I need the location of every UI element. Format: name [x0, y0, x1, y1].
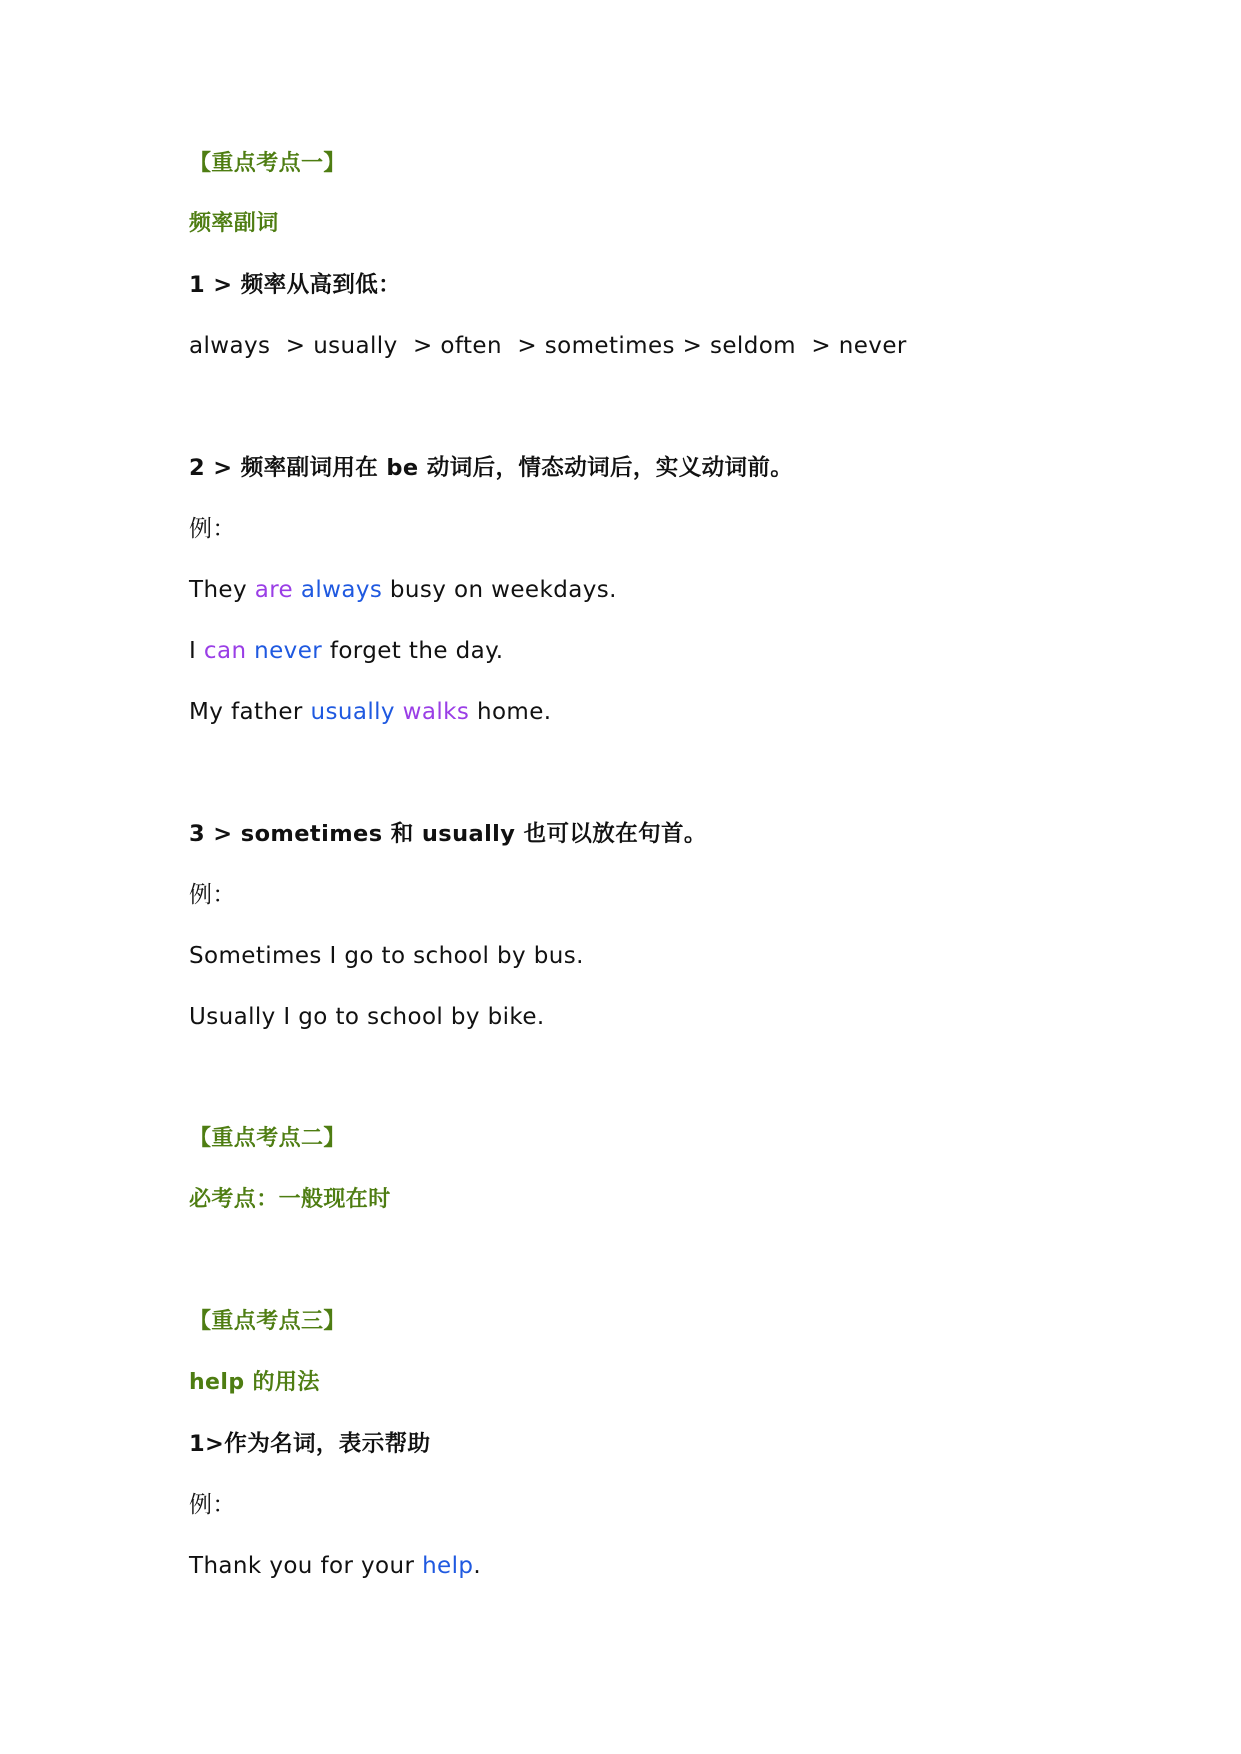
example-sentence-4: Sometimes I go to school by bus. — [189, 943, 584, 969]
example-sentence-5: Usually I go to school by bike. — [189, 1004, 545, 1030]
example-text: . — [473, 1553, 482, 1579]
example-sentence-2 — [189, 635, 504, 667]
section1-topic: 频率副词 — [189, 211, 279, 236]
section2-bracket-title: 【重点考点二】 — [189, 1126, 346, 1151]
highlight-verb: can — [203, 638, 247, 664]
example-sentence-1 — [189, 574, 617, 606]
example-sentence-6 — [189, 1550, 481, 1582]
section1-point3-heading: 3 > sometimes 和 usually 也可以放在句首。 — [189, 821, 707, 847]
highlight-adverb: always — [300, 577, 383, 603]
highlight-adverb: usually — [310, 699, 395, 725]
section1-point2-heading: 2 > 频率副词用在 be 动词后，情态动词后，实义动词前。 — [189, 455, 794, 481]
example-text: busy on weekdays. — [382, 577, 617, 603]
example-text — [246, 638, 254, 664]
section1-bracket-title: 【重点考点一】 — [189, 151, 346, 176]
section3-bracket-title: 【重点考点三】 — [189, 1309, 346, 1334]
example-text: home. — [469, 699, 552, 725]
highlight-verb: are — [254, 577, 294, 603]
section2-topic: 必考点：一般现在时 — [189, 1187, 391, 1212]
highlight-verb: walks — [402, 699, 470, 725]
highlight-adverb: never — [254, 638, 323, 664]
section1-point1-heading: 1 > 频率从高到低： — [189, 272, 402, 298]
example-text: I — [189, 638, 204, 664]
frequency-order-line: always > usually > often > sometimes > seldom > never — [189, 333, 907, 359]
section1-point3-example-label: 例： — [189, 882, 236, 908]
section3-point1-heading: 1>作为名词，表示帮助 — [189, 1431, 431, 1457]
section3-topic: help 的用法 — [189, 1370, 320, 1395]
example-text — [293, 577, 301, 603]
example-text: Thank you for your — [189, 1553, 423, 1579]
example-text — [395, 699, 403, 725]
example-text: forget the day. — [322, 638, 504, 664]
section1-point2-example-label: 例： — [189, 516, 236, 542]
example-text: They — [189, 577, 255, 603]
example-text: My father — [189, 699, 311, 725]
example-sentence-3 — [189, 696, 551, 728]
section3-point1-example-label: 例： — [189, 1492, 236, 1518]
highlight-noun: help — [422, 1553, 474, 1579]
